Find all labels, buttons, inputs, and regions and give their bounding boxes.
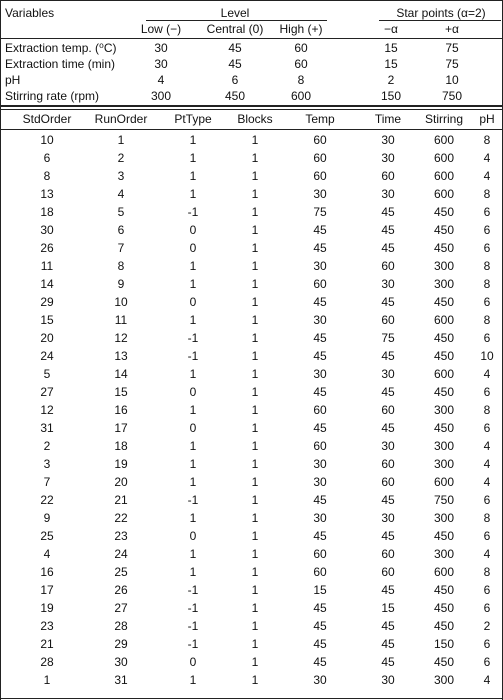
levels-cell: 600 — [290, 89, 312, 103]
design-cell: 30 — [381, 133, 395, 147]
design-cell: 14 — [114, 367, 128, 381]
design-cell: 7 — [117, 241, 125, 255]
bottom-border — [1, 698, 502, 699]
design-cell: 21 — [114, 493, 128, 507]
design-cell: 20 — [40, 331, 54, 345]
design-cell: 1 — [189, 439, 197, 453]
design-cell: 14 — [40, 277, 54, 291]
design-cell: 45 — [313, 241, 327, 255]
design-cell: 2 — [43, 439, 51, 453]
level-subheader-3: High (+) — [279, 22, 323, 36]
star-underline — [379, 20, 501, 21]
design-cell: 300 — [433, 673, 455, 687]
design-cell: -1 — [187, 331, 199, 345]
design-cell: 45 — [313, 385, 327, 399]
design-cell: 600 — [433, 169, 455, 183]
design-cell: 4 — [483, 457, 491, 471]
design-cell: 22 — [40, 493, 54, 507]
design-cell: 0 — [189, 385, 197, 399]
design-cell: 9 — [43, 511, 51, 525]
design-header-runorder: RunOrder — [94, 112, 148, 126]
levels-header-rule — [1, 38, 502, 39]
design-cell: 450 — [433, 601, 455, 615]
design-cell: 300 — [433, 439, 455, 453]
design-cell: 8 — [483, 277, 491, 291]
design-cell: 1 — [251, 385, 259, 399]
design-cell: 17 — [114, 421, 128, 435]
design-cell: 28 — [114, 619, 128, 633]
design-cell: 27 — [40, 385, 54, 399]
levels-cell: 450 — [224, 89, 246, 103]
design-cell: 45 — [381, 529, 395, 543]
design-cell: 1 — [251, 547, 259, 561]
design-cell: 8 — [483, 187, 491, 201]
design-cell: 750 — [433, 493, 455, 507]
design-cell: 21 — [40, 637, 54, 651]
design-cell: 600 — [433, 133, 455, 147]
design-cell: 19 — [40, 601, 54, 615]
design-cell: -1 — [187, 493, 199, 507]
design-cell: 45 — [381, 619, 395, 633]
design-cell: 300 — [433, 277, 455, 291]
design-header-temp: Temp — [305, 112, 335, 126]
design-cell: 8 — [117, 259, 125, 273]
design-header-time: Time — [374, 112, 402, 126]
design-cell: 5 — [43, 367, 51, 381]
design-cell: -1 — [187, 637, 199, 651]
design-cell: 1 — [251, 619, 259, 633]
design-cell: 45 — [381, 241, 395, 255]
design-cell: 6 — [483, 583, 491, 597]
design-header-pttype: PtType — [174, 112, 212, 126]
design-cell: 4 — [43, 547, 51, 561]
design-cell: 13 — [114, 349, 128, 363]
design-cell: 1 — [189, 565, 197, 579]
design-cell: 1 — [251, 367, 259, 381]
design-cell: 45 — [313, 421, 327, 435]
design-cell: 1 — [251, 349, 259, 363]
design-cell: 45 — [381, 349, 395, 363]
design-cell: 60 — [313, 169, 327, 183]
design-cell: 1 — [189, 313, 197, 327]
design-cell: 1 — [251, 331, 259, 345]
design-cell: 1 — [251, 421, 259, 435]
design-cell: 300 — [433, 403, 455, 417]
top-border — [1, 0, 502, 1]
design-cell: 1 — [251, 313, 259, 327]
design-cell: 18 — [114, 439, 128, 453]
design-cell: 1 — [189, 277, 197, 291]
design-cell: 30 — [313, 673, 327, 687]
design-cell: 1 — [251, 601, 259, 615]
design-cell: 16 — [114, 403, 128, 417]
design-cell: 1 — [189, 151, 197, 165]
design-cell: 1 — [251, 475, 259, 489]
design-cell: 600 — [433, 187, 455, 201]
design-cell: 1 — [251, 295, 259, 309]
design-cell: 1 — [189, 511, 197, 525]
design-cell: 450 — [433, 619, 455, 633]
design-cell: 8 — [483, 511, 491, 525]
design-cell: 22 — [114, 511, 128, 525]
design-cell: 11 — [114, 313, 128, 327]
design-header-rule — [1, 129, 502, 130]
levels-cell: 150 — [380, 89, 402, 103]
design-cell: 9 — [117, 277, 125, 291]
design-cell: 10 — [40, 133, 54, 147]
design-cell: -1 — [187, 349, 199, 363]
design-cell: 450 — [433, 331, 455, 345]
levels-cell: 60 — [294, 41, 308, 55]
design-cell: 0 — [189, 241, 197, 255]
design-cell: 10 — [480, 349, 494, 363]
design-cell: 19 — [114, 457, 128, 471]
design-cell: 60 — [313, 133, 327, 147]
design-cell: 31 — [114, 673, 128, 687]
design-cell: 0 — [189, 295, 197, 309]
variables-header: Variables — [5, 6, 55, 20]
design-cell: 30 — [313, 457, 327, 471]
design-cell: 600 — [433, 475, 455, 489]
design-header-blocks: Blocks — [237, 112, 273, 126]
design-cell: 1 — [189, 457, 197, 471]
design-cell: 45 — [381, 637, 395, 651]
design-cell: 6 — [483, 529, 491, 543]
design-cell: 1 — [251, 223, 259, 237]
design-cell: 8 — [483, 259, 491, 273]
level-subheader-2: Central (0) — [206, 22, 264, 36]
design-cell: 1 — [251, 493, 259, 507]
design-cell: 60 — [313, 403, 327, 417]
design-cell: 15 — [313, 583, 327, 597]
design-cell: 1 — [251, 457, 259, 471]
design-cell: 4 — [117, 187, 125, 201]
design-cell: 300 — [433, 511, 455, 525]
design-cell: 6 — [483, 493, 491, 507]
design-cell: 2 — [117, 151, 125, 165]
design-cell: 17 — [40, 583, 54, 597]
design-cell: 8 — [483, 133, 491, 147]
design-cell: 29 — [40, 295, 54, 309]
design-cell: 1 — [251, 169, 259, 183]
design-cell: 1 — [43, 673, 51, 687]
levels-cell: 30 — [154, 41, 168, 55]
design-cell: 4 — [483, 367, 491, 381]
design-cell: 1 — [251, 637, 259, 651]
design-cell: 1 — [189, 475, 197, 489]
design-header-ph: pH — [479, 112, 495, 126]
design-cell: 30 — [381, 511, 395, 525]
design-cell: 0 — [189, 655, 197, 669]
design-cell: 60 — [381, 547, 395, 561]
design-cell: 23 — [40, 619, 54, 633]
design-cell: 1 — [189, 403, 197, 417]
design-cell: 45 — [313, 655, 327, 669]
design-cell: 30 — [381, 277, 395, 291]
design-cell: 75 — [313, 205, 327, 219]
table-separator-rule-top — [1, 105, 502, 107]
design-cell: 45 — [381, 421, 395, 435]
design-cell: 300 — [433, 457, 455, 471]
design-cell: 3 — [117, 169, 125, 183]
design-cell: 24 — [114, 547, 128, 561]
design-cell: 6 — [483, 637, 491, 651]
design-cell: 45 — [313, 619, 327, 633]
design-cell: 0 — [189, 223, 197, 237]
design-cell: 1 — [251, 439, 259, 453]
table-separator-rule-bottom — [1, 109, 502, 110]
design-cell: 600 — [433, 367, 455, 381]
design-cell: 1 — [117, 133, 125, 147]
design-cell: 25 — [114, 565, 128, 579]
design-cell: 60 — [381, 169, 395, 183]
design-cell: 1 — [251, 655, 259, 669]
design-cell: 31 — [40, 421, 54, 435]
levels-cell: 6 — [231, 73, 239, 87]
design-cell: 45 — [313, 529, 327, 543]
design-cell: 26 — [114, 583, 128, 597]
design-cell: 28 — [40, 655, 54, 669]
design-cell: 6 — [483, 601, 491, 615]
design-cell: 30 — [313, 475, 327, 489]
design-cell: 6 — [43, 151, 51, 165]
design-cell: 60 — [381, 259, 395, 273]
design-cell: 7 — [43, 475, 51, 489]
design-cell: 45 — [313, 295, 327, 309]
design-cell: 450 — [433, 349, 455, 363]
design-cell: 45 — [313, 601, 327, 615]
design-cell: 6 — [483, 295, 491, 309]
design-cell: 29 — [114, 637, 128, 651]
levels-cell: 75 — [445, 41, 459, 55]
levels-cell: 60 — [294, 57, 308, 71]
design-cell: 6 — [483, 223, 491, 237]
design-cell: 30 — [381, 439, 395, 453]
levels-row-label: pH — [5, 73, 21, 87]
design-cell: -1 — [187, 601, 199, 615]
design-cell: 30 — [114, 655, 128, 669]
design-cell: 15 — [381, 601, 395, 615]
design-cell: 6 — [483, 421, 491, 435]
design-cell: 6 — [483, 655, 491, 669]
design-cell: -1 — [187, 205, 199, 219]
design-header-stirring: Stirring — [424, 112, 464, 126]
design-cell: 60 — [313, 547, 327, 561]
levels-cell: 2 — [387, 73, 395, 87]
design-cell: 4 — [483, 151, 491, 165]
design-cell: 1 — [189, 547, 197, 561]
design-cell: 600 — [433, 151, 455, 165]
design-cell: 5 — [117, 205, 125, 219]
design-cell: 45 — [313, 493, 327, 507]
design-cell: 450 — [433, 241, 455, 255]
design-cell: 30 — [381, 673, 395, 687]
level-subheader-4: −α — [384, 22, 398, 36]
level-subheader-5: +α — [445, 22, 459, 36]
design-cell: 1 — [251, 187, 259, 201]
design-cell: 27 — [114, 601, 128, 615]
design-cell: 450 — [433, 385, 455, 399]
design-cell: 60 — [313, 439, 327, 453]
design-cell: 6 — [483, 331, 491, 345]
design-cell: 26 — [40, 241, 54, 255]
levels-row-label: Extraction time (min) — [5, 57, 116, 71]
design-cell: 6 — [483, 385, 491, 399]
design-cell: 8 — [483, 565, 491, 579]
design-cell: 4 — [483, 673, 491, 687]
design-cell: 45 — [381, 655, 395, 669]
levels-cell: 45 — [228, 41, 242, 55]
levels-cell: 30 — [154, 57, 168, 71]
design-cell: 1 — [189, 673, 197, 687]
design-cell: 24 — [40, 349, 54, 363]
design-cell: 30 — [313, 259, 327, 273]
design-cell: 75 — [381, 331, 395, 345]
design-cell: 23 — [114, 529, 128, 543]
design-cell: 1 — [251, 403, 259, 417]
design-cell: 45 — [381, 583, 395, 597]
design-cell: 6 — [483, 205, 491, 219]
design-cell: 6 — [117, 223, 125, 237]
levels-cell: 8 — [297, 73, 305, 87]
design-cell: 600 — [433, 565, 455, 579]
design-cell: 45 — [381, 295, 395, 309]
levels-cell: 750 — [441, 89, 463, 103]
design-cell: 45 — [381, 205, 395, 219]
design-cell: -1 — [187, 619, 199, 633]
design-cell: 45 — [313, 331, 327, 345]
level-header: Level — [220, 6, 250, 20]
design-cell: 0 — [189, 529, 197, 543]
design-cell: 60 — [313, 277, 327, 291]
design-cell: 60 — [381, 475, 395, 489]
level-underline — [146, 20, 327, 21]
levels-cell: 45 — [228, 57, 242, 71]
design-cell: 1 — [251, 565, 259, 579]
design-cell: 16 — [40, 565, 54, 579]
design-cell: 300 — [433, 547, 455, 561]
design-cell: 1 — [189, 133, 197, 147]
star-points-header: Star points (α=2) — [396, 6, 486, 20]
design-cell: 450 — [433, 529, 455, 543]
design-cell: 45 — [381, 385, 395, 399]
design-cell: 4 — [483, 169, 491, 183]
design-cell: 450 — [433, 583, 455, 597]
design-cell: 1 — [189, 187, 197, 201]
design-cell: 1 — [189, 259, 197, 273]
design-cell: 8 — [483, 313, 491, 327]
design-cell: 18 — [40, 205, 54, 219]
design-cell: 6 — [483, 241, 491, 255]
design-cell: 450 — [433, 655, 455, 669]
design-cell: 45 — [313, 637, 327, 651]
design-cell: 4 — [483, 439, 491, 453]
levels-cell: 300 — [150, 89, 172, 103]
levels-cell: 75 — [445, 57, 459, 71]
design-cell: 1 — [251, 133, 259, 147]
design-cell: 450 — [433, 205, 455, 219]
design-cell: 4 — [483, 547, 491, 561]
levels-row-label: Extraction temp. (⁰C) — [5, 41, 117, 55]
design-cell: 20 — [114, 475, 128, 489]
design-cell: 60 — [313, 565, 327, 579]
design-cell: 45 — [313, 223, 327, 237]
design-cell: 1 — [251, 277, 259, 291]
design-cell: 60 — [381, 403, 395, 417]
design-cell: -1 — [187, 583, 199, 597]
design-cell: 45 — [313, 349, 327, 363]
design-cell: 8 — [43, 169, 51, 183]
design-cell: 60 — [381, 313, 395, 327]
design-cell: 1 — [189, 169, 197, 183]
level-subheader-1: Low (−) — [140, 22, 182, 36]
design-cell: 60 — [313, 151, 327, 165]
design-cell: 450 — [433, 295, 455, 309]
design-cell: 1 — [189, 367, 197, 381]
design-cell: 0 — [189, 421, 197, 435]
design-cell: 1 — [251, 673, 259, 687]
design-cell: 1 — [251, 583, 259, 597]
levels-cell: 15 — [384, 57, 398, 71]
design-cell: 1 — [251, 151, 259, 165]
design-cell: 15 — [114, 385, 128, 399]
levels-cell: 15 — [384, 41, 398, 55]
design-cell: 8 — [483, 403, 491, 417]
design-cell: 60 — [381, 565, 395, 579]
design-cell: 150 — [433, 637, 455, 651]
design-cell: 1 — [251, 241, 259, 255]
design-cell: 450 — [433, 421, 455, 435]
design-cell: 1 — [251, 529, 259, 543]
design-cell: 30 — [40, 223, 54, 237]
design-cell: 600 — [433, 313, 455, 327]
design-cell: 30 — [381, 367, 395, 381]
design-cell: 30 — [313, 187, 327, 201]
design-cell: 45 — [381, 493, 395, 507]
levels-cell: 10 — [445, 73, 459, 87]
design-cell: 15 — [40, 313, 54, 327]
design-cell: 4 — [483, 475, 491, 489]
design-cell: 30 — [381, 187, 395, 201]
design-cell: 10 — [114, 295, 128, 309]
design-cell: 30 — [313, 367, 327, 381]
design-cell: 30 — [381, 151, 395, 165]
design-cell: 12 — [114, 331, 128, 345]
levels-cell: 4 — [157, 73, 165, 87]
design-cell: 25 — [40, 529, 54, 543]
design-cell: 3 — [43, 457, 51, 471]
design-cell: 1 — [251, 205, 259, 219]
design-cell: 1 — [251, 511, 259, 525]
levels-row-label: Stirring rate (rpm) — [5, 89, 100, 103]
design-cell: 30 — [313, 511, 327, 525]
design-cell: 30 — [313, 313, 327, 327]
design-cell: 12 — [40, 403, 54, 417]
design-header-stdorder: StdOrder — [22, 112, 72, 126]
design-cell: 450 — [433, 223, 455, 237]
design-cell: 11 — [40, 259, 54, 273]
design-cell: 1 — [251, 259, 259, 273]
design-cell: 13 — [40, 187, 54, 201]
design-cell: 60 — [381, 457, 395, 471]
design-cell: 45 — [381, 223, 395, 237]
design-cell: 2 — [483, 619, 491, 633]
design-cell: 300 — [433, 259, 455, 273]
